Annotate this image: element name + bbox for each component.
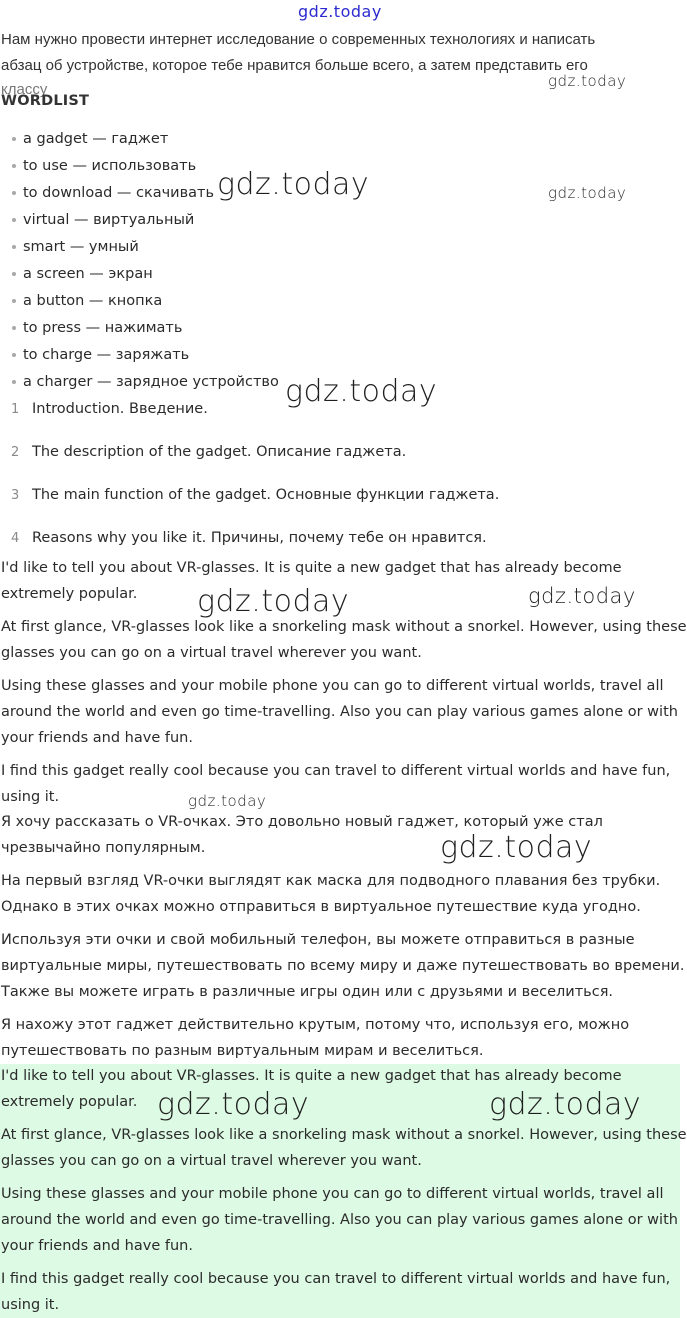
intro-line-1: Нам нужно провести интернет исследование о современных технологиях и написать xyxy=(1,31,596,48)
bullet-icon xyxy=(12,299,16,303)
wordlist-item: smart — умный xyxy=(12,239,139,255)
english-line: glasses you can go on a virtual travel wherever you want. xyxy=(1,645,422,661)
intro-line-2: абзац об устройстве, которое тебе нравится больше всего, а затем представить его xyxy=(1,57,588,74)
english-line: extremely popular. xyxy=(1,586,138,602)
english-line: I'd like to tell you about VR-glasses. It is quite a new gadget that has already become xyxy=(1,560,622,576)
bullet-icon xyxy=(12,326,16,330)
english-line: using it. xyxy=(1,789,60,805)
answer-line: your friends and have fun. xyxy=(1,1238,193,1254)
answer-line: extremely popular. xyxy=(1,1094,138,1110)
russian-line: На первый взгляд VR-очки выглядят как маска для подводного плавания без трубки. xyxy=(1,873,661,889)
watermark: gdz.today xyxy=(157,1087,310,1122)
wordlist-item: a charger — зарядное устройство xyxy=(12,374,279,390)
bullet-icon xyxy=(12,218,16,222)
watermark: gdz.today xyxy=(440,830,593,865)
russian-line: Однако в этих очках можно отправиться в виртуальное путешествие куда угодно. xyxy=(1,899,641,915)
plan-item: 1 Introduction. Введение. xyxy=(11,401,208,417)
plan-item: 3 The main function of the gadget. Основные функции гаджета. xyxy=(11,487,500,503)
watermark: gdz.today xyxy=(188,792,267,810)
plan-item: 4 Reasons why you like it. Причины, почему тебе он нравится. xyxy=(11,530,487,546)
russian-line: путешествовать по разным виртуальным мирам и веселиться. xyxy=(1,1043,484,1059)
russian-line: Используя эти очки и свой мобильный телефон, вы можете отправиться в разные xyxy=(1,932,635,948)
intro-line-3-cut: классу xyxy=(1,81,48,98)
russian-line: Я нахожу этот гаджет действительно крутым, потому что, используя его, можно xyxy=(1,1017,630,1033)
bullet-icon xyxy=(12,245,16,249)
russian-line: Я хочу рассказать о VR-очках. Это довольно новый гаджет, который уже стал xyxy=(1,814,603,830)
bullet-icon xyxy=(12,353,16,357)
wordlist-item: a gadget — гаджет xyxy=(12,131,168,147)
bullet-icon xyxy=(12,137,16,141)
bullet-icon xyxy=(12,191,16,195)
watermark: gdz.today xyxy=(217,167,370,202)
watermark: gdz.today xyxy=(528,584,636,608)
answer-line: I find this gadget really cool because you can travel to different virtual worlds and have fun, xyxy=(1,1271,671,1287)
wordlist-item: a button — кнопка xyxy=(12,293,162,309)
bullet-icon xyxy=(12,272,16,276)
english-line: Using these glasses and your mobile phone you can go to different virtual worlds, travel all xyxy=(1,678,664,694)
plan-item: 2 The description of the gadget. Описание гаджета. xyxy=(11,444,407,460)
bullet-icon xyxy=(12,164,16,168)
watermark: gdz.today xyxy=(548,72,627,90)
russian-line: Также вы можете играть в различные игры один или с друзьями и веселиться. xyxy=(1,984,614,1000)
english-line: around the world and even go time-travelling. Also you can play various games alone or with xyxy=(1,704,678,720)
watermark: gdz.today xyxy=(489,1087,642,1122)
watermark-top: gdz.today xyxy=(298,2,382,21)
watermark: gdz.today xyxy=(285,374,438,409)
russian-line: виртуальные миры, путешествовать по всему миру и даже путешествовать во времени. xyxy=(1,958,685,974)
wordlist-item: virtual — виртуальный xyxy=(12,212,194,228)
wordlist-item: a screen — экран xyxy=(12,266,153,282)
answer-line: I'd like to tell you about VR-glasses. It is quite a new gadget that has already become xyxy=(1,1068,622,1084)
wordlist-item: to charge — заряжать xyxy=(12,347,189,363)
bullet-icon xyxy=(12,380,16,384)
wordlist-item: to use — использовать xyxy=(12,158,196,174)
watermark: gdz.today xyxy=(548,184,627,202)
wordlist-item: to download — скачивать xyxy=(12,185,214,201)
english-line: At first glance, VR-glasses look like a snorkeling mask without a snorkel. However, using these xyxy=(1,619,687,635)
english-line: I find this gadget really cool because you can travel to different virtual worlds and have fun, xyxy=(1,763,671,779)
russian-line: чрезвычайно популярным. xyxy=(1,840,206,856)
answer-line: glasses you can go on a virtual travel wherever you want. xyxy=(1,1153,422,1169)
answer-line: using it. xyxy=(1,1297,60,1313)
wordlist-title: WORDLIST xyxy=(1,93,90,109)
wordlist-item: to press — нажимать xyxy=(12,320,182,336)
answer-line: around the world and even go time-travelling. Also you can play various games alone or with xyxy=(1,1212,678,1228)
english-line: your friends and have fun. xyxy=(1,730,193,746)
watermark: gdz.today xyxy=(197,584,350,619)
answer-line: At first glance, VR-glasses look like a snorkeling mask without a snorkel. However, using these xyxy=(1,1127,687,1143)
answer-line: Using these glasses and your mobile phone you can go to different virtual worlds, travel all xyxy=(1,1186,664,1202)
